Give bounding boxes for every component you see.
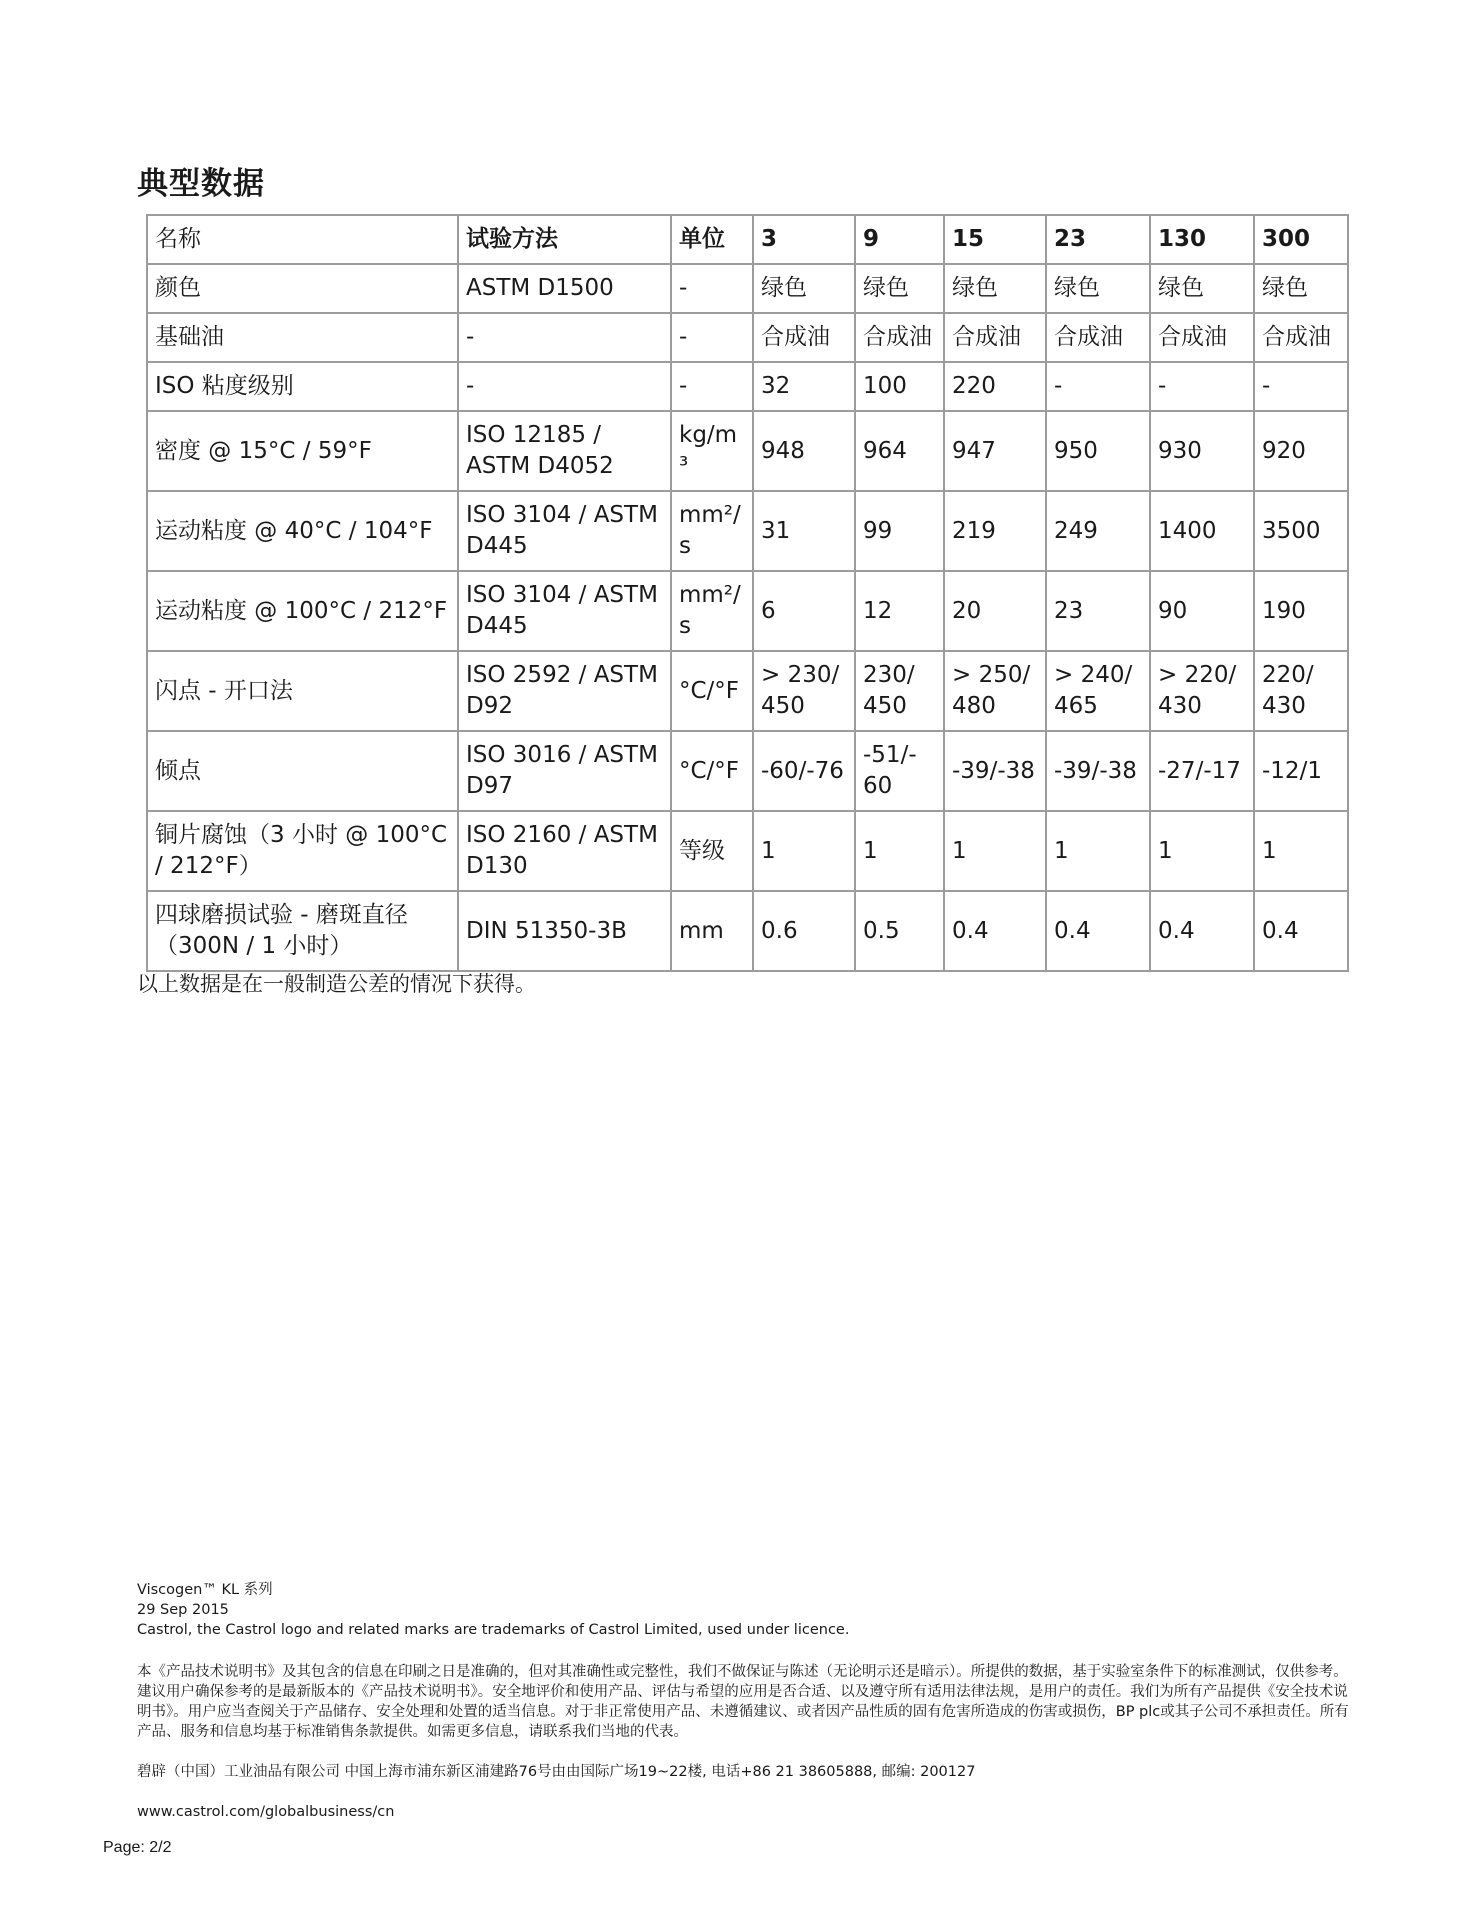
table-cell: > 250/ 480 bbox=[944, 651, 1046, 731]
header-cell: 23 bbox=[1046, 215, 1150, 264]
table-row bbox=[147, 264, 1348, 313]
header-cell: 名称 bbox=[147, 215, 458, 264]
table-cell: 0.4 bbox=[1254, 891, 1348, 971]
table-cell: 230/ 450 bbox=[855, 651, 944, 731]
table-cell: -27/-17 bbox=[1150, 731, 1254, 811]
table-cell: 1 bbox=[855, 811, 944, 891]
table-row bbox=[147, 811, 1348, 891]
table-cell: - bbox=[1150, 362, 1254, 411]
table-cell: - bbox=[458, 313, 671, 362]
table-row bbox=[147, 411, 1348, 491]
table-cell: kg/m³ bbox=[671, 411, 753, 491]
table-cell: -51/- 60 bbox=[855, 731, 944, 811]
table-cell: ASTM D1500 bbox=[458, 264, 671, 313]
table-cell: 32 bbox=[753, 362, 855, 411]
footer-company-address: 碧辟（中国）工业油品有限公司 中国上海市浦东新区浦建路76号由由国际广场19~22楼, 电话+86 21 38605888, 邮编: 200127 bbox=[137, 1764, 976, 1780]
table-cell: 绿色 bbox=[1150, 264, 1254, 313]
table-cell: 930 bbox=[1150, 411, 1254, 491]
header-cell: 9 bbox=[855, 215, 944, 264]
table-cell: -39/-38 bbox=[1046, 731, 1150, 811]
table-cell: 四球磨损试验 - 磨斑直径（300N / 1 小时） bbox=[147, 891, 458, 971]
table-header-row bbox=[147, 215, 1348, 264]
table-cell: 绿色 bbox=[1046, 264, 1150, 313]
table-cell: 23 bbox=[1046, 571, 1150, 651]
table-cell: ISO 3104 / ASTM D445 bbox=[458, 491, 671, 571]
table-cell: - bbox=[671, 264, 753, 313]
table-cell: 铜片腐蚀（3 小时 @ 100°C / 212°F） bbox=[147, 811, 458, 891]
table-cell: 1 bbox=[1046, 811, 1150, 891]
table-cell: 99 bbox=[855, 491, 944, 571]
section-title: 典型数据 bbox=[137, 166, 265, 202]
table-cell: -60/-76 bbox=[753, 731, 855, 811]
table-cell: > 240/ 465 bbox=[1046, 651, 1150, 731]
table-row bbox=[147, 651, 1348, 731]
table-cell: 920 bbox=[1254, 411, 1348, 491]
table-cell: 合成油 bbox=[944, 313, 1046, 362]
table-cell: - bbox=[671, 362, 753, 411]
table-cell: 运动粘度 @ 40°C / 104°F bbox=[147, 491, 458, 571]
header-cell: 3 bbox=[753, 215, 855, 264]
header-cell: 15 bbox=[944, 215, 1046, 264]
table-cell: 合成油 bbox=[753, 313, 855, 362]
data-note: 以上数据是在一般制造公差的情况下获得。 bbox=[137, 972, 536, 996]
footer-trademark: Castrol, the Castrol logo and related marks are trademarks of Castrol Limited, used under licence. bbox=[137, 1622, 850, 1638]
table-row bbox=[147, 491, 1348, 571]
table-cell: °C/°F bbox=[671, 731, 753, 811]
table-row bbox=[147, 731, 1348, 811]
table-cell: 0.4 bbox=[1046, 891, 1150, 971]
table-cell: 219 bbox=[944, 491, 1046, 571]
table-cell: 颜色 bbox=[147, 264, 458, 313]
table-cell: 基础油 bbox=[147, 313, 458, 362]
table-cell: 1 bbox=[1254, 811, 1348, 891]
table-cell: > 220/ 430 bbox=[1150, 651, 1254, 731]
header-cell: 300 bbox=[1254, 215, 1348, 264]
table-cell: 31 bbox=[753, 491, 855, 571]
table-cell: > 230/ 450 bbox=[753, 651, 855, 731]
table-cell: 合成油 bbox=[1150, 313, 1254, 362]
table-cell: ISO 12185 / ASTM D4052 bbox=[458, 411, 671, 491]
table-cell: 6 bbox=[753, 571, 855, 651]
header-cell: 130 bbox=[1150, 215, 1254, 264]
table-cell: 948 bbox=[753, 411, 855, 491]
table-cell: 20 bbox=[944, 571, 1046, 651]
table-cell: ISO 3016 / ASTM D97 bbox=[458, 731, 671, 811]
table-cell: 220/ 430 bbox=[1254, 651, 1348, 731]
table-cell: 1 bbox=[1150, 811, 1254, 891]
table-cell: 0.4 bbox=[944, 891, 1046, 971]
header-cell: 单位 bbox=[671, 215, 753, 264]
footer-disclaimer: 本《产品技术说明书》及其包含的信息在印刷之日是准确的，但对其准确性或完整性，我们不做保证与陈述（无论明示还是暗示）。所提供的数据，基于实验室条件下的标准测试，仅供参考。建议用户确保参考的是最新版本的《产品技术说明书》。安全地评价和使用产品、评估与希望的应用是否合适、以及遵守所有适用法律法规，是用户的责任。我们为所有产品提供《安全技术说明书》。用户应当查阅关于产品储存、安全处理和处置的适当信息。对于非正常使用产品、未遵循建议、或者因产品性质的固有危害所造成的伤害或损伤，BP plc或其子公司不承担责任。所有产品、服务和信息均基于标准销售条款提供。如需更多信息，请联系我们当地的代表。 bbox=[137, 1664, 1349, 1740]
page-number: Page: 2/2 bbox=[103, 1839, 172, 1856]
table-row bbox=[147, 571, 1348, 651]
table-cell: mm²/s bbox=[671, 571, 753, 651]
table-cell: 190 bbox=[1254, 571, 1348, 651]
table-cell: mm²/s bbox=[671, 491, 753, 571]
table-cell: 运动粘度 @ 100°C / 212°F bbox=[147, 571, 458, 651]
table-cell: - bbox=[1046, 362, 1150, 411]
table-row bbox=[147, 313, 1348, 362]
table-cell: - bbox=[671, 313, 753, 362]
table-cell: ISO 2160 / ASTM D130 bbox=[458, 811, 671, 891]
footer-date: 29 Sep 2015 bbox=[137, 1602, 229, 1618]
table-cell: 绿色 bbox=[1254, 264, 1348, 313]
table-cell: 合成油 bbox=[855, 313, 944, 362]
table-cell: 合成油 bbox=[1254, 313, 1348, 362]
table-cell: 闪点 - 开口法 bbox=[147, 651, 458, 731]
table-cell: -39/-38 bbox=[944, 731, 1046, 811]
typical-data-table bbox=[146, 214, 1349, 972]
table-cell: 0.4 bbox=[1150, 891, 1254, 971]
table-cell: 100 bbox=[855, 362, 944, 411]
table-cell: 0.6 bbox=[753, 891, 855, 971]
table-cell: 3500 bbox=[1254, 491, 1348, 571]
table-cell: 0.5 bbox=[855, 891, 944, 971]
table-cell: mm bbox=[671, 891, 753, 971]
table-cell: 倾点 bbox=[147, 731, 458, 811]
table-cell: 12 bbox=[855, 571, 944, 651]
footer-website-link[interactable]: www.castrol.com/globalbusiness/cn bbox=[137, 1804, 395, 1820]
footer-product-name: Viscogen™ KL 系列 bbox=[137, 1582, 273, 1598]
table-cell: 等级 bbox=[671, 811, 753, 891]
table-cell: 947 bbox=[944, 411, 1046, 491]
table-cell: 220 bbox=[944, 362, 1046, 411]
table-cell: -12/1 bbox=[1254, 731, 1348, 811]
table-cell: 964 bbox=[855, 411, 944, 491]
table-cell: ISO 粘度级别 bbox=[147, 362, 458, 411]
table-cell: ISO 2592 / ASTM D92 bbox=[458, 651, 671, 731]
table-cell: - bbox=[458, 362, 671, 411]
table-cell: 1 bbox=[944, 811, 1046, 891]
table-cell: 绿色 bbox=[753, 264, 855, 313]
table-cell: 密度 @ 15°C / 59°F bbox=[147, 411, 458, 491]
table-cell: 1 bbox=[753, 811, 855, 891]
table-cell: 绿色 bbox=[855, 264, 944, 313]
table-cell: - bbox=[1254, 362, 1348, 411]
table-row bbox=[147, 362, 1348, 411]
table-cell: 950 bbox=[1046, 411, 1150, 491]
table-cell: 1400 bbox=[1150, 491, 1254, 571]
header-cell: 试验方法 bbox=[458, 215, 671, 264]
table-row bbox=[147, 891, 1348, 971]
table-cell: 249 bbox=[1046, 491, 1150, 571]
table-cell: °C/°F bbox=[671, 651, 753, 731]
table-cell: DIN 51350-3B bbox=[458, 891, 671, 971]
table-cell: ISO 3104 / ASTM D445 bbox=[458, 571, 671, 651]
table-cell: 绿色 bbox=[944, 264, 1046, 313]
table-cell: 90 bbox=[1150, 571, 1254, 651]
table-cell: 合成油 bbox=[1046, 313, 1150, 362]
